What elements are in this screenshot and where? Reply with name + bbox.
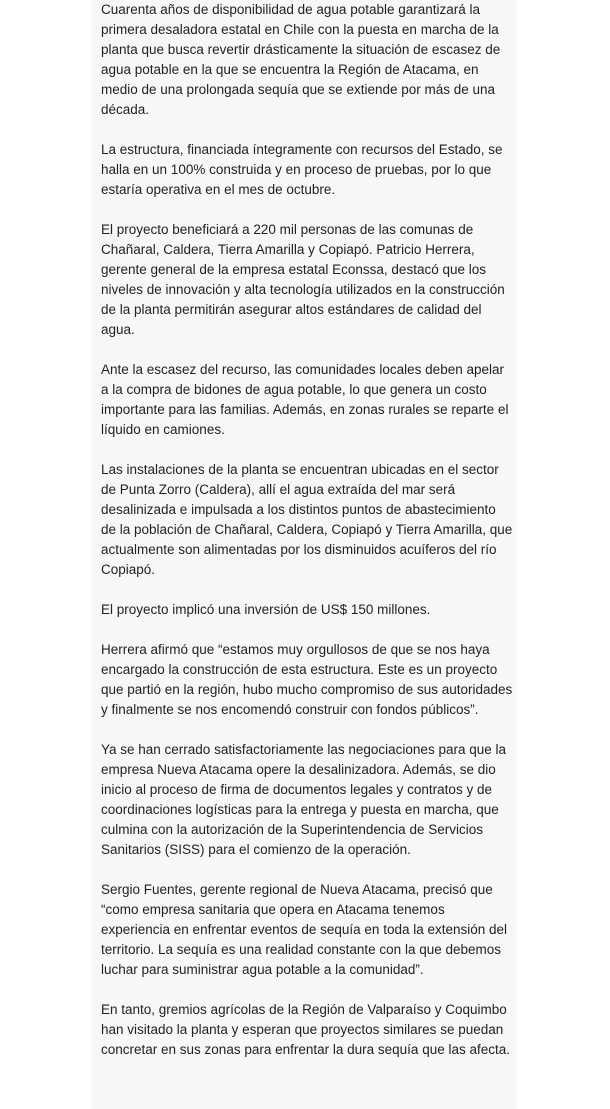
article-paragraph-6: El proyecto implicó una inversión de US$ 150 millones.: [101, 602, 431, 617]
article-paragraph-2: La estructura, financiada íntegramente con recursos del Estado, se halla en un 100% construida y en proceso de pruebas, por lo que estaría operativa en el mes de octubre.: [101, 142, 503, 197]
article-paragraph-4: Ante la escasez del recurso, las comunidades locales deben apelar a la compra de bidones de agua potable, lo que genera un costo importante para las familias. Además, en zonas rurales se reparte el líquido en camiones.: [101, 362, 509, 437]
article-paragraph-10: En tanto, gremios agrícolas de la Región de Valparaíso y Coquimbo han visitado la planta y esperan que proyectos similares se puedan concretar en sus zonas para enfrentar la dura sequía que las afecta.: [101, 1002, 511, 1057]
article-paragraph-3: El proyecto beneficiará a 220 mil personas de las comunas de Chañaral, Caldera, Tierra Amarilla y Copiapó. Patricio Herrera, gerente general de la empresa estatal Econssa, destacó que los niveles de innovación y alta tecnología utilizados en la construcción de la planta permitirán asegurar altos estándares de calidad del agua.: [101, 222, 505, 337]
article-paragraph-9: Sergio Fuentes, gerente regional de Nueva Atacama, precisó que “como empresa sanitaria que opera en Atacama tenemos experiencia en enfrentar eventos de sequía en toda la extensión del territorio. La sequía es una realidad constante con la que debemos luchar para suministrar agua potable a la comunidad”.: [101, 882, 508, 977]
article-paragraph-8: Ya se han cerrado satisfactoriamente las negociaciones para que la empresa Nueva Atacama opere la desalinizadora. Además, se dio inicio al proceso de firma de documentos legales y contratos y de coordinaciones logísticas para la entrega y puesta en marcha, que culmina con la autorización de la Superintendencia de Servicios Sanitarios (SISS) para el comienzo de la operación.: [101, 742, 506, 857]
article-paragraph-1: Cuarenta años de disponibilidad de agua potable garantizará la primera desaladora estatal en Chile con la puesta en marcha de la planta que busca revertir drásticamente la situación de escasez de agua potable en la que se encuentra la Región de Atacama, en medio de una prolongada sequía que se extiende por más de una década.: [101, 2, 501, 117]
article-body: [101, 0, 513, 1080]
article-paragraph-5: Las instalaciones de la planta se encuentran ubicadas en el sector de Punta Zorro (Caldera), allí el agua extraída del mar será desalinizada e impulsada a los distintos puntos de abastecimiento de la población de Chañaral, Caldera, Copiapó y Tierra Amarilla, que actualmente son alimentadas por los disminuidos acuíferos del río Copiapó.: [101, 462, 513, 577]
article-paragraph-7: Herrera afirmó que “estamos muy orgullosos de que se nos haya encargado la construcción de esta estructura. Este es un proyecto que partió en la región, hubo mucho compromiso de sus autoridades y finalmente se nos encomendó construir con fondos públicos”.: [101, 642, 513, 717]
